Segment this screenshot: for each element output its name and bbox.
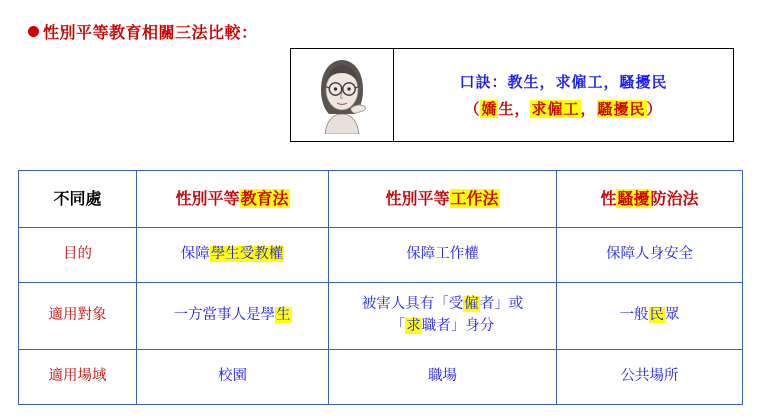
sketched-face-icon — [311, 56, 373, 134]
row-label-applicable-subjects: 適用對象 — [19, 283, 137, 350]
table-row-applicable-venues — [19, 350, 743, 405]
mnemonic-line-1: 口訣：教生，求僱工，騷擾民 — [459, 73, 668, 91]
cell-subjects-employment-l2-tail: 職者」身分 — [421, 318, 495, 334]
header-c2-text: 性別平等 — [385, 189, 450, 208]
cell-subjects-employment-line2 — [333, 316, 552, 338]
mnemonic-highlight-3: 騷擾民 — [597, 100, 646, 118]
cell-subjects-employment-l1-text: 被害人具有「受 — [361, 296, 464, 313]
header-c3-highlight: 騷擾 — [617, 189, 650, 208]
header-cell-sexual-harassment-prevention-act — [557, 171, 743, 228]
cell-subjects-harassment-highlight: 民 — [649, 307, 664, 324]
cell-subjects-employment — [329, 283, 557, 350]
cell-purpose-harassment: 保障人身安全 — [557, 228, 743, 283]
header-c3-text: 性 — [600, 189, 617, 208]
mnemonic-highlight-2: 求僱工 — [531, 100, 580, 118]
table-row-applicable-subjects — [19, 283, 743, 350]
cell-purpose-employment: 保障工作權 — [329, 228, 557, 283]
cell-purpose-education-text: 保障 — [180, 246, 210, 263]
cell-subjects-employment-l1-highlight: 僱 — [464, 296, 479, 313]
bullet-dot-icon — [28, 26, 39, 37]
cell-venue-harassment: 公共場所 — [557, 350, 743, 405]
cell-subjects-education — [137, 283, 329, 350]
mnemonic-line2-prefix: （ — [464, 100, 481, 118]
mnemonic-line-2 — [464, 98, 662, 119]
cell-subjects-employment-l2-highlight: 求 — [406, 318, 421, 334]
header-c1-highlight: 教育法 — [240, 189, 289, 208]
cell-purpose-education-highlight: 學生受教權 — [210, 246, 284, 263]
header-cell-gender-equality-employment-act — [329, 171, 557, 228]
header-cell-difference: 不同處 — [19, 171, 137, 228]
cell-subjects-employment-l2-text: 「 — [390, 318, 406, 334]
face-image-cell — [291, 49, 394, 141]
cell-subjects-harassment-text: 一般 — [619, 307, 649, 324]
cell-subjects-education-highlight: 生 — [276, 307, 291, 324]
page-title — [28, 20, 258, 43]
cell-venue-employment: 職場 — [329, 350, 557, 405]
table-header-row — [19, 171, 743, 228]
cell-venue-education: 校園 — [137, 350, 329, 405]
cell-subjects-employment-l1-tail: 者」或 — [479, 296, 524, 313]
header-cell-gender-equity-education-act — [137, 171, 329, 228]
row-label-purpose: 目的 — [19, 228, 137, 283]
mnemonic-highlight-1: 嬌 — [481, 100, 498, 118]
page-title-text: 性別平等教育相關三法比較： — [43, 23, 258, 42]
cell-subjects-education-text: 一方當事人是學 — [173, 307, 275, 324]
comparison-table — [18, 170, 743, 405]
mnemonic-text-block — [394, 49, 733, 141]
mnemonic-line2-mid1: 生， — [498, 100, 531, 118]
header-c1-text: 性別平等 — [175, 189, 240, 208]
mnemonic-line2-suffix: ） — [646, 100, 663, 118]
row-label-applicable-venues: 適用場域 — [19, 350, 137, 405]
table-row-purpose — [19, 228, 743, 283]
cell-subjects-harassment — [557, 283, 743, 350]
mnemonic-box — [290, 48, 734, 142]
mnemonic-line2-mid2: ， — [580, 100, 597, 118]
cell-purpose-education — [137, 228, 329, 283]
cell-subjects-employment-line1 — [333, 294, 552, 316]
header-c2-highlight: 工作法 — [450, 189, 499, 208]
header-c3-text-tail: 防治法 — [650, 189, 699, 208]
cell-subjects-harassment-tail: 眾 — [665, 307, 680, 324]
